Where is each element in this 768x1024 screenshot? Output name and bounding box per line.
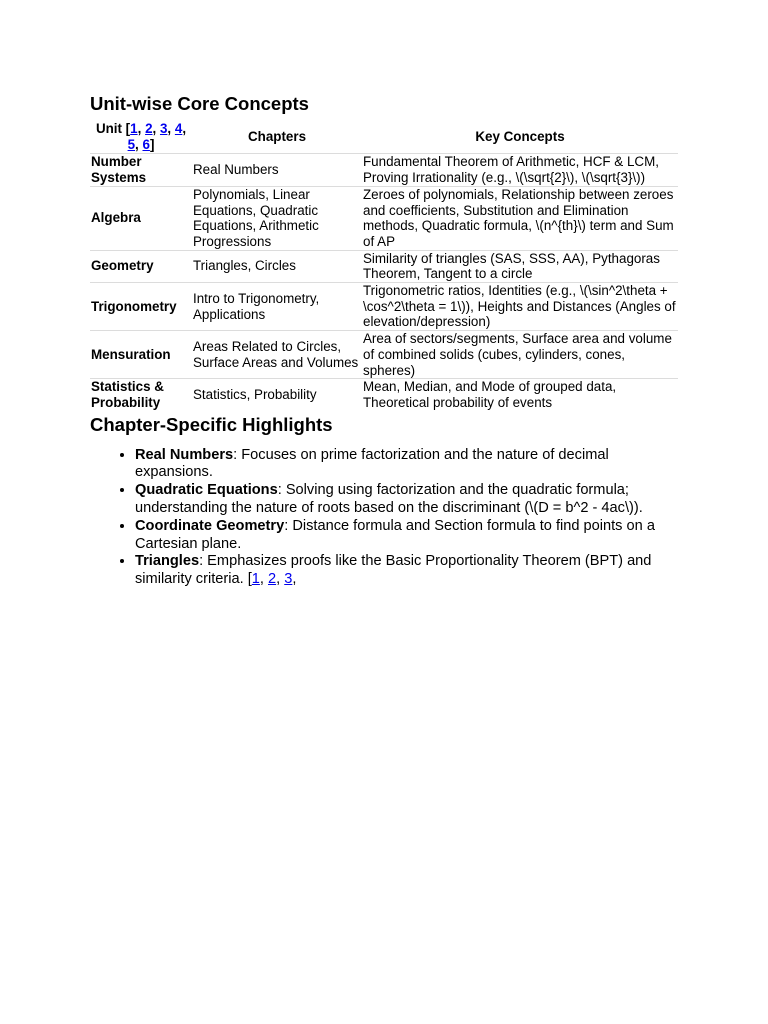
table-row (90, 283, 678, 331)
highlight-term: Coordinate Geometry (135, 517, 285, 534)
citation-link-3[interactable]: 3 (284, 571, 293, 588)
header-unit-label: Unit [ (95, 121, 131, 136)
table-header-row (90, 121, 678, 154)
cell-unit: Algebra (90, 186, 192, 250)
table-row (90, 250, 678, 282)
highlight-term: Quadratic Equations (135, 482, 278, 499)
cell-concepts: Mean, Median, and Mode of grouped data, Theoretical probability of events (362, 379, 678, 411)
cell-unit: Mensuration (90, 331, 192, 379)
header-key-concepts: Key Concepts (475, 128, 565, 144)
core-concepts-table (90, 121, 678, 411)
list-item (135, 518, 680, 554)
section-title-highlights: Chapter-Specific Highlights (90, 413, 333, 435)
citation-link-5[interactable]: 5 (127, 136, 136, 152)
cell-chapters: Real Numbers (192, 154, 362, 186)
cell-chapters: Statistics, Probability (192, 379, 362, 411)
highlight-text: : Solving using factorization and the quadratic formula; understanding the nature of roots based on the discriminant (\(D = b^2 - 4ac\)). (135, 482, 643, 517)
cell-unit: Trigonometry (90, 283, 192, 331)
section-title-core-concepts: Unit-wise Core Concepts (90, 93, 309, 114)
header-chapters: Chapters (247, 128, 307, 144)
cell-concepts: Trigonometric ratios, Identities (e.g., \(\sin^2\theta + \cos^2\theta = 1\)), Heights and Distances (Angles of elevation/depression) (362, 283, 678, 331)
highlight-trail: , (292, 571, 297, 588)
citation-link-1[interactable]: 1 (251, 571, 260, 588)
citation-link-2[interactable]: 2 (268, 571, 277, 588)
highlight-term: Real Numbers (135, 446, 234, 463)
list-item (135, 447, 680, 483)
cell-unit: Statistics & Probability (90, 379, 192, 411)
citation-link-6[interactable]: 6 (142, 136, 150, 152)
table-row (90, 379, 678, 411)
cell-unit: Geometry (90, 250, 192, 282)
cell-chapters: Triangles, Circles (192, 250, 362, 282)
cell-concepts: Zeroes of polynomials, Relationship between zeroes and coefficients, Substitution and Elimination methods, Quadratic formula, \(n^{th}\) term and Sum of AP (362, 186, 678, 250)
list-item: • Triangles: Emphasizes proofs like the Basic Proportionality Theorem (BPT) and similarity criteria. [1, 2, 3, (135, 553, 680, 589)
cell-chapters: Areas Related to Circles, Surface Areas and Volumes (192, 331, 362, 379)
highlight-text: : Distance formula and Section formula to find points on a Cartesian plane. (135, 517, 655, 552)
table-row (90, 331, 678, 379)
table-row (90, 154, 678, 186)
cell-chapters: Intro to Trigonometry, Applications (192, 283, 362, 331)
table-row (90, 186, 678, 250)
citation-link-3[interactable]: 3 (159, 121, 168, 136)
citation-link-2[interactable]: 2 (145, 121, 153, 136)
highlight-text: : Emphasizes proofs like the Basic Proportionality Theorem (BPT) and similarity criteria. [ (135, 553, 652, 588)
list-item (135, 482, 680, 518)
cell-concepts: Area of sectors/segments, Surface area and volume of combined solids (cubes, cylinders, cones, spheres) (362, 331, 678, 379)
highlights-list (90, 447, 680, 589)
document-body (90, 92, 680, 589)
header-unit: Unit [1, 2, 3, 4, 5, 6] (95, 121, 187, 152)
highlight-text: : Focuses on prime factorization and the nature of decimal expansions. (135, 446, 609, 481)
highlight-term: Triangles (135, 553, 200, 570)
citation-link-4[interactable]: 4 (174, 121, 183, 136)
header-unit-close: ] (149, 136, 155, 152)
citation-link-1[interactable]: 1 (130, 121, 138, 136)
cell-concepts: Fundamental Theorem of Arithmetic, HCF & LCM, Proving Irrationality (e.g., \(\sqrt{2}\), \(\sqrt{3}\)) (362, 154, 678, 186)
cell-chapters: Polynomials, Linear Equations, Quadratic Equations, Arithmetic Progressions (192, 186, 362, 250)
cell-concepts: Similarity of triangles (SAS, SSS, AA), Pythagoras Theorem, Tangent to a circle (362, 250, 678, 282)
cell-unit: Number Systems (90, 154, 192, 186)
